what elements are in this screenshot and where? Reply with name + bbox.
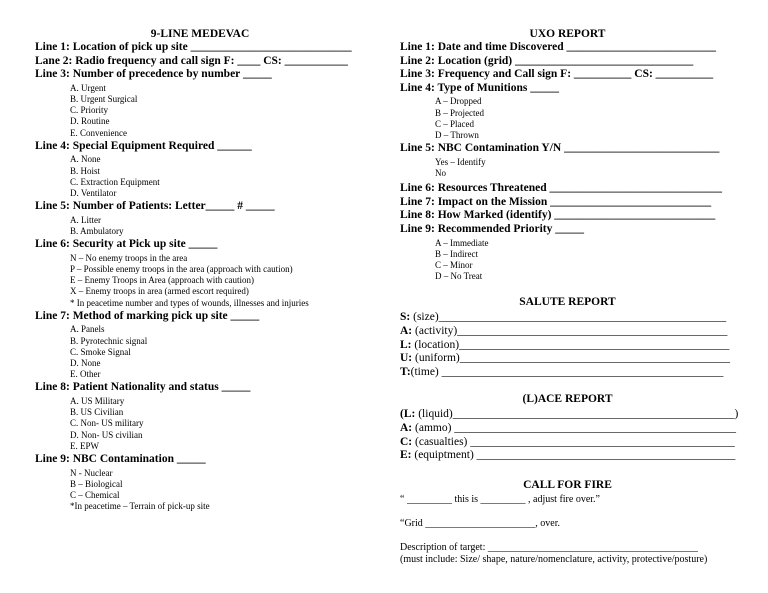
medevac-line-7: Line 7: Method of marking pick up site _____	[35, 309, 260, 322]
list-item: D. Ventilator	[70, 188, 117, 198]
uxo-title: UXO REPORT	[529, 28, 606, 40]
salute-key: S:	[400, 311, 411, 324]
medevac-line-4: Line 4: Special Equipment Required ______	[35, 139, 252, 152]
lace-field: (ammo) _________________________________________________	[412, 421, 737, 434]
list-item: A. US Military	[70, 396, 125, 407]
salute-row	[400, 325, 735, 339]
list-item: C. Extraction Equipment	[70, 176, 160, 187]
list-item: N - Nuclear	[70, 467, 113, 478]
cff-target-description: Description of target: __________________________________________	[400, 541, 698, 553]
list-item: B – Indirect	[435, 248, 478, 259]
salute-row	[400, 366, 735, 380]
salute-title: SALUTE REPORT	[519, 296, 616, 309]
medevac-section	[35, 0, 365, 512]
salute-field: (uniform)_______________________________________________	[412, 352, 730, 365]
list-item: C – Minor	[435, 259, 473, 270]
lace-field: (liquid)_________________________________________________)	[415, 408, 739, 421]
medevac-line-6: Line 6: Security at Pick up site _____	[35, 238, 218, 251]
medevac-line-5: Line 5: Number of Patients: Letter_____ # _____	[35, 200, 275, 213]
list-item: D – No Treat	[435, 271, 483, 282]
list-item: *In peacetime – Terrain of pick-up site	[70, 501, 210, 512]
uxo-line-1: Line 1: Date and time Discovered __________________________	[400, 41, 717, 53]
list-item: * In peacetime number and types of wounds, illnesses and injuries	[70, 297, 309, 308]
list-item: D. None	[70, 358, 101, 369]
list-item: D. Non- US civilian	[70, 429, 143, 440]
list-item: N – No enemy troops in the area	[70, 252, 188, 263]
lace-key: E:	[400, 449, 412, 462]
list-item: C. Priority	[70, 105, 109, 116]
reports-section	[400, 0, 739, 566]
medevac-line-2: Lane 2: Radio frequency and call sign F: ____ CS: ___________	[35, 54, 348, 67]
list-item: E. Convenience	[70, 127, 127, 138]
lace-row	[400, 422, 735, 436]
salute-key: T:	[400, 365, 411, 378]
cff-target-requirements: (must include: Size/ shape, nature/nomenclature, activity, protective/posture)	[400, 553, 708, 565]
list-item: A – Dropped	[435, 96, 482, 107]
list-item: Yes – Identify	[435, 156, 486, 167]
list-item: E. EPW	[70, 440, 99, 451]
uxo-line-7: Line 7: Impact on the Mission ____________________________	[400, 195, 712, 208]
list-item: E – Enemy Troops in Area (approach with caution)	[70, 275, 254, 286]
cff-title: CALL FOR FIRE	[523, 478, 612, 491]
uxo-line-5: Line 5: NBC Contamination Y/N ___________________________	[400, 142, 720, 155]
list-item: C. Smoke Signal	[70, 346, 131, 357]
uxo-line-6: Line 6: Resources Threatened ______________________________	[400, 182, 722, 195]
uxo-line-9: Line 9: Recommended Priority _____	[400, 222, 584, 235]
medevac-line-8: Line 8: Patient Nationality and status _____	[35, 381, 251, 394]
list-item: A. None	[70, 154, 101, 165]
medevac-line-3: Line 3: Number of precedence by number _____	[35, 68, 272, 81]
lace-key: C:	[400, 435, 413, 448]
salute-key: L:	[400, 338, 412, 351]
salute-field: (activity)_______________________________________________	[412, 324, 728, 337]
list-item: No	[435, 167, 446, 178]
medevac-line-1: Line 1: Location of pick up site ____________________________	[35, 41, 352, 53]
cff-line-1: “ _________ this is _________ , adjust fire over.”	[400, 493, 600, 505]
list-item: B. Pyrotechnic signal	[70, 335, 148, 346]
salute-field: (time) _________________________________________________	[410, 365, 724, 378]
list-item: E. Other	[70, 369, 101, 380]
list-item: B – Projected	[435, 107, 484, 118]
list-item: C – Chemical	[70, 490, 120, 501]
uxo-line-4: Line 4: Type of Munitions _____	[400, 81, 559, 94]
lace-row	[400, 449, 735, 463]
list-item: C. Non- US military	[70, 418, 144, 429]
list-item: C – Placed	[435, 118, 474, 129]
list-item: B – Biological	[70, 478, 123, 489]
lace-row	[400, 408, 739, 422]
lace-key: A:	[400, 421, 413, 434]
list-item: A – Immediate	[435, 237, 489, 248]
salute-row	[400, 352, 735, 366]
salute-row	[400, 311, 735, 325]
lace-key: (L:	[400, 408, 416, 421]
list-item: B. Hoist	[70, 165, 101, 176]
uxo-line-3: Line 3: Frequency and Call sign F: __________ CS: __________	[400, 68, 714, 81]
salute-row	[400, 339, 735, 353]
salute-field: (location)_______________________________________________	[411, 338, 730, 351]
salute-field: (size)__________________________________________________	[410, 311, 727, 324]
lace-field: (equiptment) _____________________________________________	[411, 449, 736, 462]
list-item: B. Ambulatory	[70, 226, 124, 236]
lace-field: (casualties) ______________________________________________	[412, 435, 735, 448]
salute-key: U:	[400, 352, 413, 365]
list-item: P – Possible enemy troops in the area (approach with caution)	[70, 264, 293, 274]
list-item: B. US Civilian	[70, 407, 124, 418]
cff-line-2: “Grid ______________________, over.	[400, 517, 560, 529]
lace-title: (L)ACE REPORT	[522, 393, 613, 406]
lace-row	[400, 436, 735, 450]
list-item: A. Urgent	[70, 82, 106, 93]
uxo-line-8: Line 8: How Marked (identify) ____________________________	[400, 209, 716, 222]
medevac-title: 9-LINE MEDEVAC	[150, 28, 250, 40]
list-item: X – Enemy troops in area (armed escort required)	[70, 286, 249, 297]
medevac-line-9: Line 9: NBC Contamination _____	[35, 453, 206, 466]
uxo-line-2: Line 2: Location (grid) _______________________________	[400, 54, 694, 67]
salute-key: A:	[400, 324, 413, 337]
list-item: B. Urgent Surgical	[70, 93, 138, 104]
list-item: A. Panels	[70, 324, 105, 335]
list-item: D. Routine	[70, 116, 110, 127]
list-item: A. Litter	[70, 214, 101, 225]
list-item: D – Thrown	[435, 129, 479, 140]
